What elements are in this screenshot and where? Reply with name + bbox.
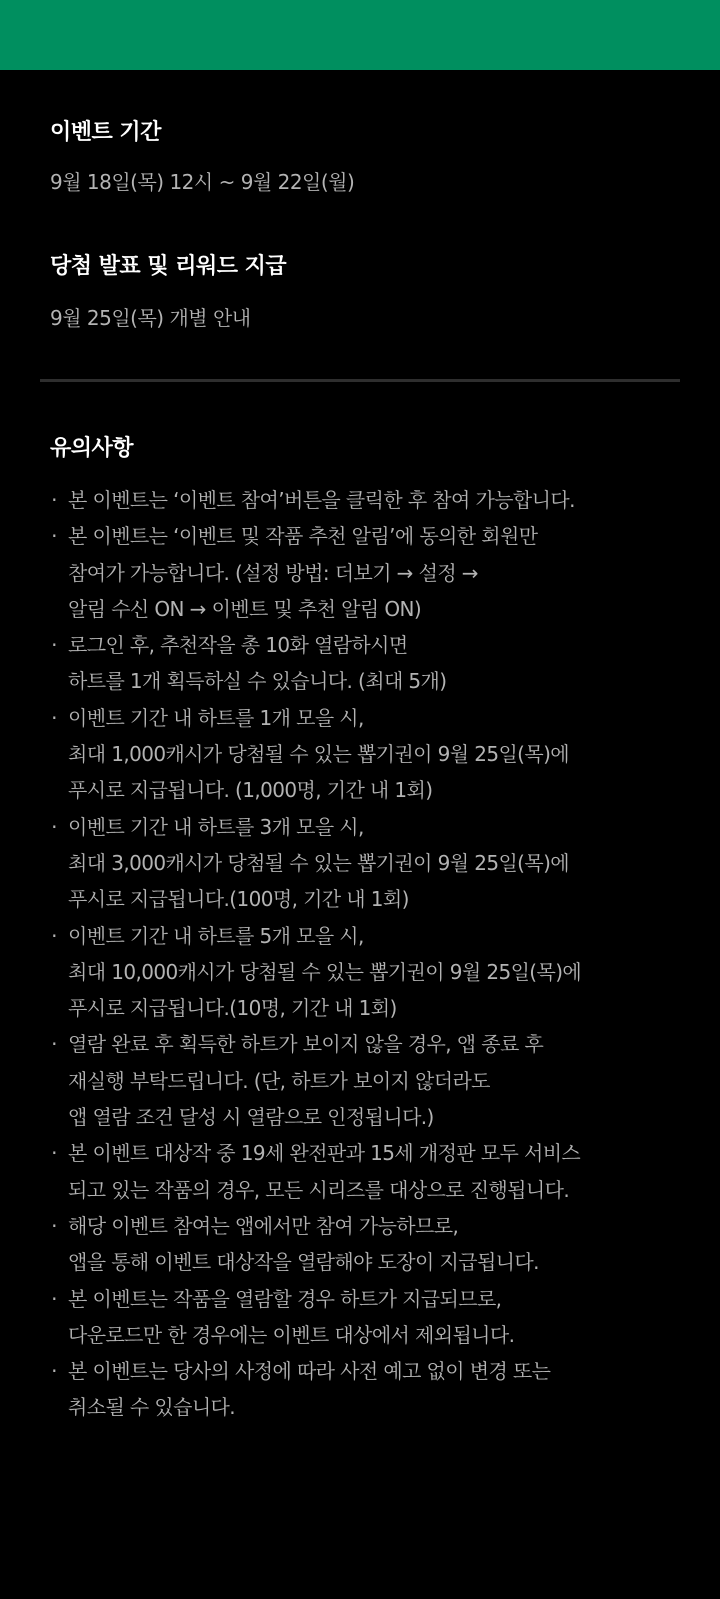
section-divider: [40, 379, 680, 382]
notice-text: 본 이벤트는 작품을 열람할 경우 하트가 지급되므로, 다운로드만 한 경우에는 이벤트 대상에서 제외됩니다.: [68, 1286, 515, 1347]
notice-item: [48, 482, 688, 518]
bullet-icon: ·: [51, 923, 57, 948]
notice-item: [48, 518, 688, 627]
notice-text: 열람 완료 후 획득한 하트가 보이지 않을 경우, 앱 종료 후 재실행 부탁드립니다. (단, 하트가 보이지 않더라도 앱 열람 조건 달성 시 열람으로 인정됩니다.): [68, 1032, 544, 1130]
bullet-icon: ·: [51, 1141, 57, 1166]
event-period-heading: 이벤트 기간: [50, 120, 161, 145]
bullet-icon: ·: [51, 705, 57, 730]
notice-list: [48, 482, 688, 1426]
top-banner-bar: [0, 0, 720, 70]
notice-item: [48, 1353, 688, 1426]
bullet-icon: ·: [51, 524, 57, 549]
notice-text: 이벤트 기간 내 하트를 5개 모을 시, 최대 10,000캐시가 당첨될 수 있는 뽑기권이 9월 25일(목)에 푸시로 지급됩니다.(10명, 기간 내 1회): [68, 923, 582, 1021]
bullet-icon: ·: [51, 1359, 57, 1384]
bullet-icon: ·: [51, 1286, 57, 1311]
notice-text: 로그인 후, 추천작을 총 10화 열람하시면 하트를 1개 획득하실 수 있습니다. (최대 5개): [68, 633, 447, 694]
bullet-icon: ·: [51, 1213, 57, 1238]
notice-text: 해당 이벤트 참여는 앱에서만 참여 가능하므로, 앱을 통해 이벤트 대상작을 열람해야 도장이 지급됩니다.: [68, 1213, 539, 1275]
notice-item: [48, 627, 688, 700]
bullet-icon: ·: [51, 633, 57, 658]
notice-text: 이벤트 기간 내 하트를 1개 모을 시, 최대 1,000캐시가 당첨될 수 있는 뽑기권이 9월 25일(목)에 푸시로 지급됩니다. (1,000명, 기간 내 1회): [68, 705, 570, 803]
notice-text: 본 이벤트는 ‘이벤트 및 작품 추천 알림’에 동의한 회원만 참여가 가능합니다. (설정 방법: 더보기 → 설정 → 알림 수신 ON → 이벤트 및 추천 알림 ON): [68, 524, 538, 621]
notice-heading: 유의사항: [50, 436, 134, 461]
notice-item: [48, 918, 688, 1027]
notice-item: [48, 809, 688, 918]
bullet-icon: ·: [51, 488, 57, 512]
notice-text: 본 이벤트 대상작 중 19세 완전판과 15세 개정판 모두 서비스 되고 있는 작품의 경우, 모든 시리즈를 대상으로 진행됩니다.: [68, 1141, 581, 1202]
event-period-value: 9월 18일(목) 12시 ~ 9월 22일(월): [50, 170, 355, 194]
announcement-heading: 당첨 발표 및 리워드 지급: [50, 254, 287, 279]
notice-text: 이벤트 기간 내 하트를 3개 모을 시, 최대 3,000캐시가 당첨될 수 있는 뽑기권이 9월 25일(목)에 푸시로 지급됩니다.(100명, 기간 내 1회): [68, 814, 570, 912]
bullet-icon: ·: [51, 814, 57, 839]
notice-item: [48, 1281, 688, 1354]
bullet-icon: ·: [51, 1032, 57, 1057]
notice-text: 본 이벤트는 당사의 사정에 따라 사전 예고 없이 변경 또는 취소될 수 있습니다.: [68, 1359, 551, 1420]
notice-item: [48, 1208, 688, 1281]
announcement-value: 9월 25일(목) 개별 안내: [50, 306, 251, 330]
notice-item: [48, 700, 688, 809]
notice-item: [48, 1026, 688, 1135]
notice-item: [48, 1135, 688, 1208]
notice-text: 본 이벤트는 ‘이벤트 참여’버튼을 클릭한 후 참여 가능합니다.: [68, 488, 575, 512]
